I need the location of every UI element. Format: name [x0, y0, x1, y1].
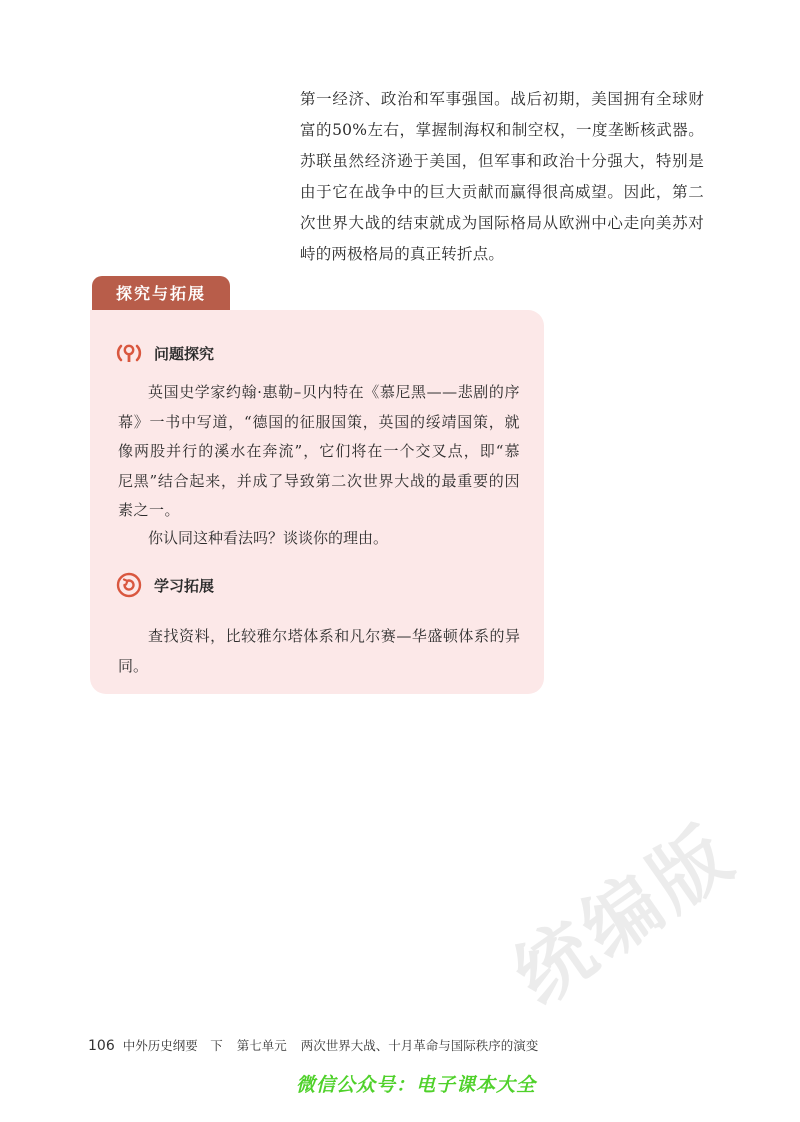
explore-box-tab: 探究与拓展: [92, 276, 230, 312]
discussion-question: 你认同这种看法吗？谈谈你的理由。: [148, 529, 389, 547]
wechat-account-banner: 微信公众号：电子课本大全: [296, 1074, 537, 1096]
section-learning-extension-title: 学习拓展: [154, 576, 215, 595]
watermark-text: 统编版: [498, 807, 751, 1022]
main-body-text: [300, 84, 704, 270]
footer-book-title: 中外历史纲要 下: [122, 1038, 223, 1053]
research-task-paragraph: 查找资料，比较雅尔塔体系和凡尔赛—华盛顿体系的异同。: [118, 627, 520, 675]
footer-unit-title: 两次世界大战、十月革命与国际秩序的演变: [300, 1038, 539, 1053]
page-number: 106: [88, 1038, 115, 1054]
page-footer: [88, 1036, 538, 1054]
learning-extension-icon: [116, 572, 142, 598]
body-paragraph: 第一经济、政治和军事强国。战后初期，美国拥有全球财富的50%左右，掌握制海权和制空权，一度垄断核武器。苏联虽然经济逊于美国，但军事和政治十分强大，特别是由于它在战争中的巨大贡献而赢得很高威望。因此，第二次世界大战的结束就成为国际格局从欧洲中心走向美苏对峙的两极格局的真正转折点。: [300, 90, 704, 263]
section-question-exploration-header: [116, 340, 214, 366]
section-learning-extension-header: [116, 572, 214, 598]
section-question-exploration-title: 问题探究: [154, 344, 215, 363]
historian-quote-paragraph: 英国史学家约翰·惠勒–贝内特在《慕尼黑——悲剧的序幕》一书中写道，“德国的征服国策，英国的绥靖国策，就像两股并行的溪水在奔流”，它们将在一个交叉点，即“慕尼黑”结合起来，并成了导致第二次世界大战的最重要的因素之一。: [118, 383, 520, 519]
footer-unit: 第七单元: [236, 1038, 287, 1053]
explore-extension-box: [90, 310, 544, 694]
question-exploration-icon: [116, 340, 142, 366]
